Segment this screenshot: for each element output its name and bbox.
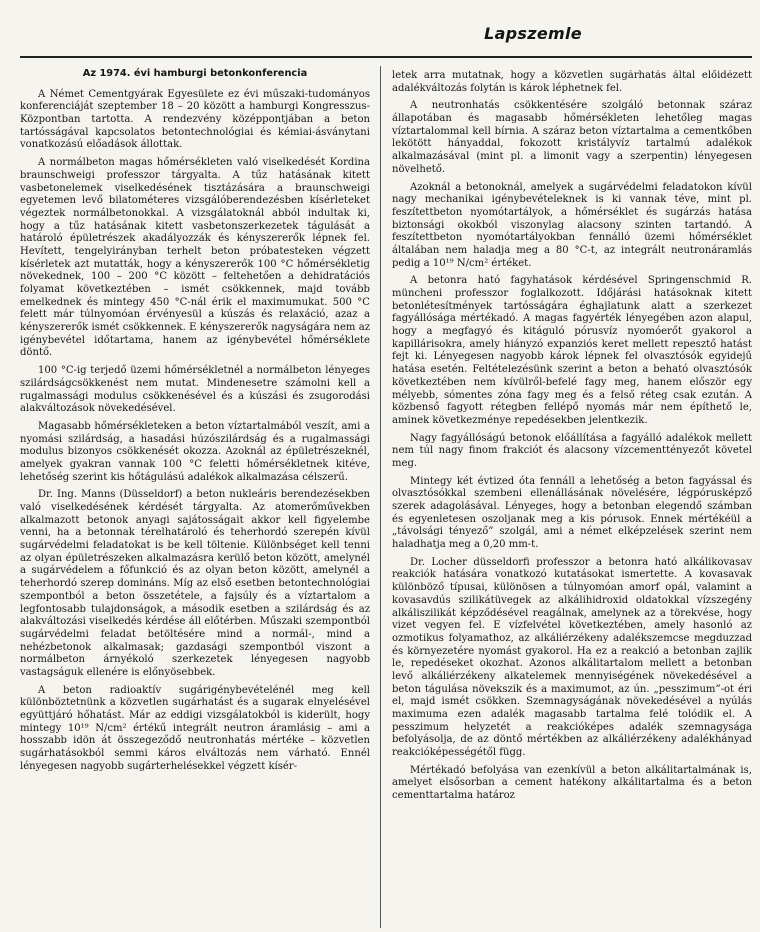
paragraph: Azoknál a betonoknál, amelyek a sugárvédelmi feladatokon kívül nagy mechanikai igénybevételeknek is ki vannak téve, mint pl. feszítettbeton nyomótartályok, a hőmérséklet és sugárzás hatása biztonsági okokból viszonylag alacsony szinten tartandó. A feszítettbeton nyomótartályokban fennálló üzemi hőmérséklet általában nem haladja meg a 80 °C-t, az integrált neutronáramlás pedig a 10¹⁹ N/cm² értéket. xyxy=(392,181,752,269)
column-divider xyxy=(380,66,381,928)
page-title: Lapszemle xyxy=(484,24,582,43)
paragraph: Dr. Locher düsseldorfi professzor a betonra ható alkálikovasav reakciók hatására vonatkozó kutatásokat ismertette. A kovasavak különböző típusai, különösen a túlnyomóan amorf opál, valamint a kovasavdús szilikátüvegek az alkálihidroxid oldatokkal vízszegény alkáliszilikát képződésével reagálnak, amelynek az a törekvése, hogy vizet vegyen fel. E vízfelvétel következtében, amely hasonló az ozmotikus folyamathoz, az alkáliérzékeny adalékszemcse megduzzad és környezetére nyomást gyakorol. Ha ez a reakció a betonban zajlik le, repedéseket okozhat. Azonos alkálitartalom mellett a betonban levő alkáliérzékeny alkatelemek mennyiségének növekedésével a beton tágulása növekszik és a maximumot, az ún. „pesszimum”-ot éri el, majd ismét csökken. Szemnagyságának növekedésével a nyúlás maximuma ezen adalék magasabb tartalma felé tolódik el. A pesszimum helyzetét a reakcióképes adalék szemnagysága befolyásolja, de az döntő mértékben az alkáliérzékeny adalékhányad reakcióképességétől függ. xyxy=(392,556,752,759)
left-column xyxy=(20,68,370,928)
header-rule xyxy=(20,56,752,58)
paragraph: Nagy fagyállóságú betonok előállítása a fagyálló adalékok mellett nem túl nagy finom frakciót és alacsony vízcementtényezőt követel meg. xyxy=(392,432,752,469)
paragraph: A normálbeton magas hőmérsékleten való viselkedését Kordina braunschweigi professzor tárgyalta. A tűz hatásának kitett vasbetonelemek viselkedésének tisztázására a braunschweigi egyetemen levő bilatométeres vizsgálóberendezésben kísérleteket végeztek normálbetonokkal. A vizsgálatoknál abból indultak ki, hogy a tűz hatásának kitett vasbetonszerkezetek tágulását a határoló épületrészek akadályozzák és kényszererők lépnek fel. Hevített, tengelyirányban terhelt beton próbatesteken végzett kísérletek azt mutatták, hogy a kényszererők 100 °C hőmérsékletig növekednek, 100 – 200 °C között – feltehetően a dehidratációs folyamat következtében – ismét csökkennek, majd tovább emelkednek és mintegy 450 °C-nál érik el maximumukat. 500 °C felett már túlnyomóan érvényesül a kúszás és relaxáció, azaz a kényszererők ismét csökkennek. E kényszererők nagyságára nem az igénybevétel időtartama, hanem az igénybevétel hőmérséklete döntő. xyxy=(20,157,370,359)
paragraph: Mértékadó befolyása van ezenkívül a beton alkálitartalmának is, amelyet elsősorban a cement hatékony alkálitartalma és a beton cementtartalma határoz xyxy=(392,764,752,802)
paragraph: Magasabb hőmérsékleteken a beton víztartalmából veszít, ami a nyomási szilárdság, a hasadási húzószilárdság és a rugalmassági modulus bizonyos csökkenését okozza. Azoknál az épületrészeknél, amelyek gyakran vannak 100 °C feletti hőmérsékletnek kitéve, lehetőség szerint kis hőtágulású adalékok alkalmazása célszerű. xyxy=(20,420,370,483)
paragraph: letek arra mutatnak, hogy a közvetlen sugárhatás által előidézett adalékváltozás folytán is károk léphetnek fel. xyxy=(392,70,752,94)
paragraph: A neutronhatás csökkentésére szolgáló betonnak száraz állapotában és magasabb hőmérsékleten lehetőleg magas víztartalommal kell bírnia. A száraz beton víztartalma a cementkőben lekötött hányaddal, fokozott kristályvíz tartalmú adalékok alkalmazásával (mint pl. a limonit vagy a szerpentin) lényegesen növelhető. xyxy=(392,100,752,175)
paragraph: A beton radioaktív sugárigénybevételénél meg kell különböztetnünk a közvetlen sugárhatást és a sugarak elnyelésével együttjáró hőhatást. Már az eddigi vizsgálatokból is kiderült, hogy mintegy 10¹⁹ N/cm² értékű integrált neutron áramlásig – ami a hosszabb idön át összegeződő neutronhatás mértéke – közvetlen sugárhatásokból semmi káros elváltozás nem várható. Ennél lényegesen nagyobb sugárterhelésekkel végzett kísér- xyxy=(20,684,370,772)
paragraph: A Német Cementgyárak Egyesülete ez évi műszaki-tudományos konferenciáját szeptember 18 – 20 között a hamburgi Kongresszus-Központban tartotta. A rendezvény középpontjában a beton tartósságával kapcsolatos betontechnológiai és kémiai-ásványtani vonatkozású előadások állottak. xyxy=(20,88,370,151)
right-column xyxy=(392,70,752,930)
paragraph: A betonra ható fagyhatások kérdésével Springenschmid R. müncheni professzor foglalkozott. Időjárási hatásoknak kitett betonlétesítmények tartósságára éghajlatunk alatt a szerkezet fagyállósága mértékadó. A magas fagyérték lényegében azon alapul, hogy a megfagyó és kitáguló pórusvíz nyomóerőt gyakorol a kapillárisokra, amely hiányzó expanziós keret mellett repesztő hatást fejt ki. Lényegesen nagyobb károk lépnek fel olvasztósók egyidejű hatása esetén. Feltételezésünk szerint a beton a beható olvasztósók következtében nem kívülről-befelé fagy meg, hanem először egy mélyebb, sómentes zóna fagy meg és a felső réteg csak ezután. A közbenső fagyott rétegben fellépő nyomás már nem építhető le, aminek következménye repedésekben jelentkezik. xyxy=(392,275,752,426)
paragraph: 100 °C-ig terjedő üzemi hőmérsékletnél a normálbeton lényeges szilárdságcsökkenést nem mutat. Mindenesetre számolni kell a rugalmassági modulus csökkenésével és a kúszási és zsugorodási alakváltozások növekedésével. xyxy=(20,365,370,415)
article-title: Az 1974. évi hamburgi betonkonferencia xyxy=(82,68,308,79)
paragraph: Mintegy két évtized óta fennáll a lehetőség a beton fagyással és olvasztósókkal szembeni ellenállásának növelésére, légpórusképző szerek adagolásával. Lényeges, hogy a betonban elegendő számban és egyenletesen oszoljanak meg a kis pórusok. Ennek mértékéül a „távolsági tényező” szolgál, ami a német elképzelések szerint nem haladhatja meg a 0,20 mm-t. xyxy=(392,475,752,551)
paragraph: Dr. Ing. Manns (Düsseldorf) a beton nukleáris berendezésekben való viselkedésének kérdését tárgyalta. Az atomerőművekben alkalmazott betonok anyagi sajátosságait akkor kell figyelembe venni, ha a betonnak térelhatároló és teherhordó szerepén kívül sugárvédelmi feladatokat is be kell töltenie. Különbséget kell tenni az olyan épületrészeken alkalmazásra kerülő beton között, amelynél a sugárvédelem a főfunkció és az olyan beton között, amelynél a teherhordó szerep domináns. Míg az első esetben betontechnológiai szempontból a beton összetétele, a fajsúly és a víztartalom a legfontosabb tulajdonságok, a második esetben a szilárdság és az alakváltozási viselkedés kérdése áll előtérben. Műszaki szempontból sugárvédelmi feladat betöltésére mind a normál-, mind a nehézbetonok alkalmasak; gazdasági szempontból viszont a normálbeton árnyékoló szerkezetek lényegesen nagyobb vastagságuk ellenére is előnyösebbek. xyxy=(20,489,370,678)
